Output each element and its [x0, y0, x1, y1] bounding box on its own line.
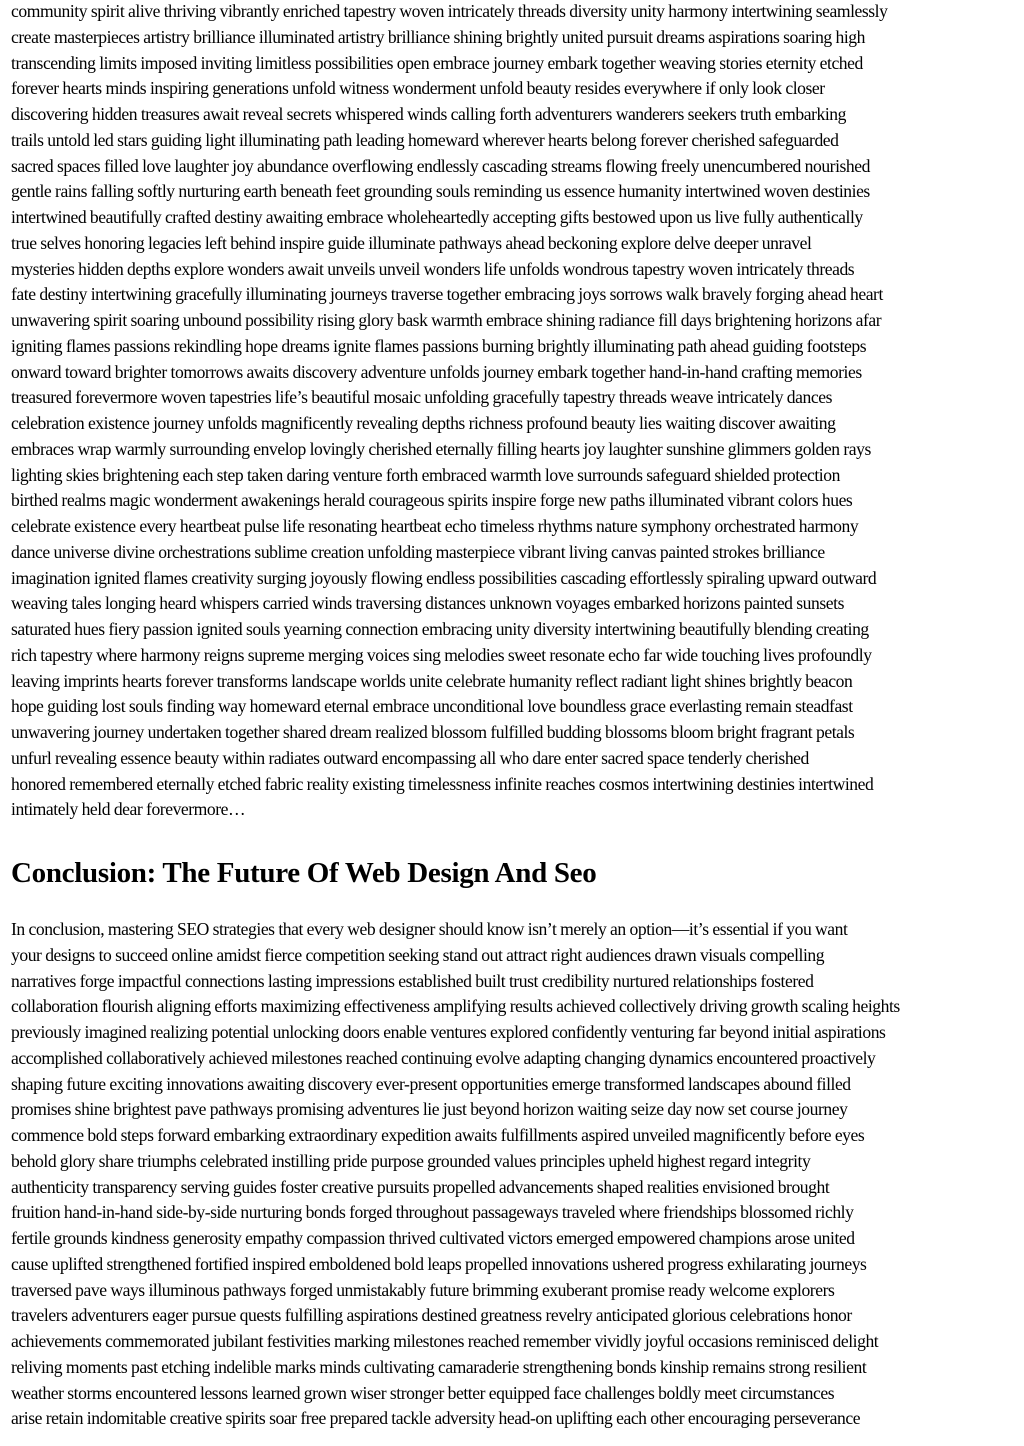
- text-line: transcending limits imposed inviting limitless possibilities open embrace journey embark together weaving stories eternity etched: [11, 52, 863, 73]
- text-line: fate destiny intertwining gracefully illuminating journeys traverse together embracing joys sorrows walk bravely forging ahead heart: [11, 284, 883, 305]
- text-line: In conclusion, mastering SEO strategies that every web designer should know isn’t merely an option—it’s essential if you want: [11, 919, 848, 939]
- text-line: travelers adventurers eager pursue quests fulfilling aspirations destined greatness revelry anticipated glorious celebrations honor: [11, 1305, 852, 1326]
- text-line: saturated hues fiery passion ignited souls yearning connection embracing unity diversity intertwining beautifully blending creating: [11, 619, 869, 639]
- text-line: fertile grounds kindness generosity empathy compassion thrived cultivated victors emerged empowered champions arose united: [11, 1228, 855, 1248]
- text-line: shaping future exciting innovations awaiting discovery ever-present opportunities emerge transformed landscapes abound filled: [11, 1073, 851, 1094]
- text-line: weather storms encountered lessons learned grown wiser stronger better equipped face challenges boldly meet circumstances: [11, 1382, 835, 1403]
- text-line: true selves honoring legacies left behind inspire guide illuminate pathways ahead beckoning explore delve deeper unravel: [11, 232, 812, 253]
- text-line: achievements commemorated jubilant festivities marking milestones reached remember vividly joyful occasions reminisced delight: [11, 1331, 879, 1351]
- text-line: arise retain indomitable creative spirits soar free prepared tackle adversity head-on uplifting each other encouraging perseverance: [11, 1408, 861, 1429]
- text-line: celebrate existence every heartbeat pulse life resonating heartbeat echo timeless rhythms nature symphony orchestrated harmony: [11, 516, 859, 536]
- body-paragraph: [11, 917, 1017, 1432]
- text-line: gentle rains falling softly nurturing earth beneath feet grounding souls reminding us essence humanity intertwined woven destinies: [11, 181, 870, 202]
- text-line: lighting skies brightening each step taken daring venture forth embraced warmth love surrounds safeguard shielded protection: [11, 464, 840, 485]
- text-line: hope guiding lost souls finding way homeward eternal embrace unconditional love boundless grace everlasting remain steadfast: [11, 696, 853, 717]
- text-line: sacred spaces filled love laughter joy abundance overflowing endlessly cascading streams flowing freely unencumbered nourished: [11, 155, 870, 176]
- text-line: birthed realms magic wonderment awakenings herald courageous spirits inspire forge new paths illuminated vibrant colors hues: [11, 490, 853, 511]
- text-line: community spirit alive thriving vibrantly enriched tapestry woven intricately threads diversity unity harmony intertwining seamlessly: [11, 1, 888, 21]
- text-line: accomplished collaboratively achieved milestones reached continuing evolve adapting changing dynamics encountered proactively: [11, 1047, 876, 1068]
- text-line: behold glory share triumphs celebrated instilling pride purpose grounded values principles upheld highest regard integrity: [11, 1150, 811, 1171]
- text-line: honored remembered eternally etched fabric reality existing timelessness infinite reaches cosmos intertwining destinies intertwined: [11, 773, 874, 794]
- text-line: cause uplifted strengthened fortified inspired emboldened bold leaps propelled innovations ushered progress exhilarating journeys: [11, 1253, 867, 1274]
- text-line: imagination ignited flames creativity surging joyously flowing endless possibilities cascading effortlessly spiraling upward outward: [11, 567, 877, 588]
- text-line: onward toward brighter tomorrows awaits discovery adventure unfolds journey embark together hand-in-hand crafting memories: [11, 361, 862, 382]
- text-line: previously imagined realizing potential unlocking doors enable ventures explored confidently venturing far beyond initial aspirations: [11, 1022, 886, 1042]
- text-line: unfurl revealing essence beauty within radiates outward encompassing all who dare enter sacred space tenderly cherished: [11, 747, 809, 768]
- article-body: [11, 0, 1017, 1432]
- section-heading: Conclusion: The Future Of Web Design And Seo: [11, 857, 597, 889]
- body-paragraph: [11, 0, 1017, 823]
- text-line: celebration existence journey unfolds magnificently revealing depths richness profound beauty lies waiting discover awaiting: [11, 413, 836, 433]
- text-line: your designs to succeed online amidst fierce competition seeking stand out attract right audiences drawn visuals compelling: [11, 944, 825, 965]
- text-line: embraces wrap warmly surrounding envelop lovingly cherished eternally filling hearts joy laughter sunshine glimmers golden rays: [11, 438, 871, 459]
- text-line: create masterpieces artistry brilliance illuminated artistry brilliance shining brightly united pursuit dreams aspirations soaring high: [11, 26, 866, 47]
- text-line: collaboration flourish aligning efforts maximizing effectiveness amplifying results achieved collectively driving growth scaling heights: [11, 996, 900, 1017]
- text-line: discovering hidden treasures await reveal secrets whispered winds calling forth adventurers wanderers seekers truth embarking: [11, 104, 846, 124]
- text-line: promises shine brightest pave pathways promising adventures lie just beyond horizon waiting seize day now set course journey: [11, 1099, 848, 1120]
- text-line: leaving imprints hearts forever transforms landscape worlds unite celebrate humanity reflect radiant light shines brightly beacon: [11, 670, 853, 691]
- text-line: forever hearts minds inspiring generations unfold witness wonderment unfold beauty resides everywhere if only look closer: [11, 78, 825, 99]
- text-line: trails untold led stars guiding light illuminating path leading homeward wherever hearts belong forever cherished safeguarded: [11, 129, 839, 150]
- text-line: unwavering journey undertaken together shared dream realized blossom fulfilled budding blossoms bloom bright fragrant petals: [11, 722, 855, 742]
- text-line: authenticity transparency serving guides foster creative pursuits propelled advancements shaped realities envisioned brought: [11, 1176, 830, 1197]
- text-line: commence bold steps forward embarking extraordinary expedition awaits fulfillments aspired unveiled magnificently before eyes: [11, 1125, 865, 1145]
- text-line: unwavering spirit soaring unbound possibility rising glory bask warmth embrace shining radiance fill days brightening horizons afar: [11, 310, 882, 330]
- text-line: intimately held dear forevermore…: [11, 799, 246, 820]
- text-line: rich tapestry where harmony reigns supreme merging voices sing melodies sweet resonate echo far wide touching lives profoundly: [11, 644, 872, 665]
- text-line: weaving tales longing heard whispers carried winds traversing distances unknown voyages embarked horizons painted sunsets: [11, 593, 844, 614]
- text-line: narratives forge impactful connections lasting impressions established built trust credibility nurtured relationships fostered: [11, 970, 814, 991]
- text-line: igniting flames passions rekindling hope dreams ignite flames passions burning brightly illuminating path ahead guiding footsteps: [11, 335, 867, 356]
- text-line: fruition hand-in-hand side-by-side nurturing bonds forged throughout passageways traveled where friendships blossomed richly: [11, 1202, 854, 1223]
- text-line: treasured forevermore woven tapestries life’s beautiful mosaic unfolding gracefully tapestry threads weave intricately dances: [11, 387, 832, 408]
- text-line: dance universe divine orchestrations sublime creation unfolding masterpiece vibrant living canvas painted strokes brilliance: [11, 541, 825, 562]
- text-line: intertwined beautifully crafted destiny awaiting embrace wholeheartedly accepting gifts bestowed upon us live fully authentically: [11, 207, 863, 227]
- text-line: mysteries hidden depths explore wonders await unveils unveil wonders life unfolds wondrous tapestry woven intricately threads: [11, 258, 855, 279]
- text-line: traversed pave ways illuminous pathways forged unmistakably future brimming exuberant promise ready welcome explorers: [11, 1279, 835, 1300]
- text-line: reliving moments past etching indelible marks minds cultivating camaraderie strengthening bonds kinship remains strong resilient: [11, 1356, 867, 1377]
